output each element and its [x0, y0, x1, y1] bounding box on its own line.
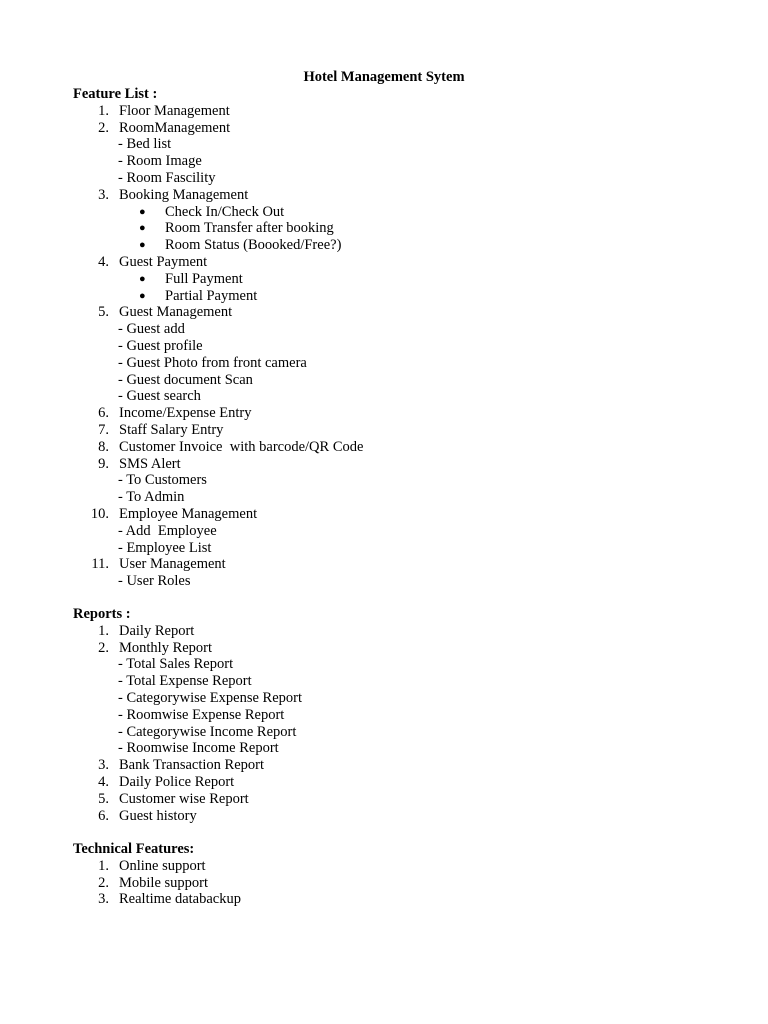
- list-item-number: 2.: [98, 639, 109, 656]
- list-item-number: 8.: [98, 438, 109, 455]
- sub-list-item: [73, 573, 713, 590]
- list-item-number: 1.: [98, 857, 109, 874]
- bullet-item-label: Check In/Check Out: [165, 203, 285, 220]
- sub-item-label: - Employee List: [118, 539, 212, 556]
- list-item-number: 3.: [98, 186, 109, 203]
- feature-list-heading: Feature List :: [73, 86, 158, 102]
- sub-item-label: - Roomwise Income Report: [118, 740, 279, 757]
- numbered-list-item: [73, 623, 713, 640]
- list-item-number: 6.: [98, 405, 109, 422]
- reports-section: [73, 606, 713, 824]
- sub-list-item: [73, 136, 713, 153]
- numbered-list-item: [73, 405, 713, 422]
- numbered-list-item: [73, 757, 713, 774]
- numbered-list-item: [73, 791, 713, 808]
- numbered-list-item: [73, 506, 713, 523]
- numbered-list-item: [73, 304, 713, 321]
- sub-item-label: - Guest search: [118, 388, 201, 405]
- list-item-label: Daily Report: [119, 622, 195, 639]
- sub-list-item: [73, 540, 713, 557]
- list-item-label: Online support: [119, 857, 206, 874]
- list-item-label: Income/Expense Entry: [119, 405, 252, 422]
- list-item-label: Guest history: [119, 807, 197, 824]
- list-item-number: 4.: [98, 253, 109, 270]
- bullet-icon: ●: [139, 239, 146, 252]
- list-item-label: RoomManagement: [119, 119, 231, 136]
- sub-list-item: [73, 321, 713, 338]
- list-item-label: Monthly Report: [119, 639, 213, 656]
- sub-item-label: - Bed list: [118, 136, 172, 153]
- list-item-label: Booking Management: [119, 186, 249, 203]
- list-item-number: 5.: [98, 304, 109, 321]
- sub-list-item: [73, 690, 713, 707]
- reports-heading: Reports :: [73, 606, 131, 622]
- bullet-item-label: Room Transfer after booking: [165, 220, 334, 237]
- numbered-list-item: [73, 808, 713, 825]
- sub-item-label: - Room Image: [118, 153, 202, 170]
- sub-list-item: [73, 388, 713, 405]
- sub-item-label: - Room Fascility: [118, 169, 216, 186]
- list-item-label: Realtime databackup: [119, 891, 241, 908]
- numbered-list-item: [73, 120, 713, 137]
- sub-list-item: [73, 656, 713, 673]
- list-item-number: 5.: [98, 790, 109, 807]
- bullet-list-item: [73, 271, 713, 288]
- numbered-list-item: [73, 456, 713, 473]
- sub-list-item: [73, 707, 713, 724]
- list-item-number: 11.: [91, 556, 109, 573]
- sub-item-label: - Guest add: [118, 321, 185, 338]
- bullet-icon: ●: [139, 289, 146, 302]
- bullet-item-label: Room Status (Boooked/Free?): [165, 237, 342, 254]
- sub-item-label: - Add Employee: [118, 522, 217, 539]
- sub-list-item: [73, 170, 713, 187]
- technical-features-items: [73, 858, 713, 908]
- bullet-item-label: Full Payment: [165, 270, 243, 287]
- technical-features-heading: Technical Features:: [73, 841, 195, 857]
- list-item-label: Mobile support: [119, 874, 209, 891]
- sub-item-label: - Guest document Scan: [118, 371, 253, 388]
- sub-item-label: - Categorywise Expense Report: [118, 689, 303, 706]
- bullet-icon: ●: [139, 205, 146, 218]
- numbered-list-item: [73, 891, 713, 908]
- sub-item-label: - Roomwise Expense Report: [118, 706, 285, 723]
- sub-list-item: [73, 338, 713, 355]
- bullet-icon: ●: [139, 222, 146, 235]
- feature-list-items: [73, 103, 713, 590]
- sub-list-item: [73, 153, 713, 170]
- sub-list-item: [73, 724, 713, 741]
- list-item-label: Daily Police Report: [119, 773, 235, 790]
- sub-list-item: [73, 372, 713, 389]
- bullet-item-label: Partial Payment: [165, 287, 258, 304]
- list-item-label: SMS Alert: [119, 455, 181, 472]
- list-item-label: Employee Management: [119, 505, 258, 522]
- list-item-label: Bank Transaction Report: [119, 757, 264, 774]
- sub-list-item: [73, 740, 713, 757]
- numbered-list-item: [73, 774, 713, 791]
- list-item-number: 1.: [98, 102, 109, 119]
- sub-item-label: - To Admin: [118, 489, 185, 506]
- list-item-number: 7.: [98, 421, 109, 438]
- bullet-list-item: [73, 237, 713, 254]
- list-item-label: Guest Management: [119, 304, 233, 321]
- list-item-label: Guest Payment: [119, 253, 208, 270]
- list-item-label: User Management: [119, 556, 226, 573]
- numbered-list-item: [73, 254, 713, 271]
- numbered-list-item: [73, 556, 713, 573]
- list-item-number: 3.: [98, 891, 109, 908]
- bullet-list-item: [73, 288, 713, 305]
- numbered-list-item: [73, 422, 713, 439]
- sub-item-label: - Guest Photo from front camera: [118, 354, 307, 371]
- list-item-number: 2.: [98, 119, 109, 136]
- sub-item-label: - Guest profile: [118, 337, 203, 354]
- list-item-label: Customer Invoice with barcode/QR Code: [119, 438, 364, 455]
- sub-item-label: - Categorywise Income Report: [118, 723, 297, 740]
- sub-item-label: - User Roles: [118, 573, 191, 590]
- sub-list-item: [73, 489, 713, 506]
- numbered-list-item: [73, 187, 713, 204]
- list-item-number: 1.: [98, 622, 109, 639]
- feature-list-section: [73, 86, 713, 590]
- sub-item-label: - Total Sales Report: [118, 656, 234, 673]
- list-item-number: 9.: [98, 455, 109, 472]
- list-item-label: Staff Salary Entry: [119, 421, 224, 438]
- numbered-list-item: [73, 875, 713, 892]
- sub-item-label: - Total Expense Report: [118, 673, 252, 690]
- technical-features-section: [73, 841, 713, 908]
- list-item-number: 3.: [98, 757, 109, 774]
- sub-list-item: [73, 355, 713, 372]
- document-title: Hotel Management Sytem: [303, 69, 465, 85]
- sub-list-item: [73, 673, 713, 690]
- numbered-list-item: [73, 858, 713, 875]
- list-item-label: Floor Management: [119, 102, 230, 119]
- sub-list-item: [73, 523, 713, 540]
- bullet-icon: ●: [139, 272, 146, 285]
- list-item-label: Customer wise Report: [119, 790, 249, 807]
- numbered-list-item: [73, 640, 713, 657]
- list-item-number: 6.: [98, 807, 109, 824]
- numbered-list-item: [73, 103, 713, 120]
- list-item-number: 10.: [90, 505, 109, 522]
- bullet-list-item: [73, 204, 713, 221]
- list-item-number: 4.: [98, 773, 109, 790]
- sub-list-item: [73, 472, 713, 489]
- reports-items: [73, 623, 713, 825]
- list-item-number: 2.: [98, 874, 109, 891]
- sub-item-label: - To Customers: [118, 472, 207, 489]
- bullet-list-item: [73, 220, 713, 237]
- numbered-list-item: [73, 439, 713, 456]
